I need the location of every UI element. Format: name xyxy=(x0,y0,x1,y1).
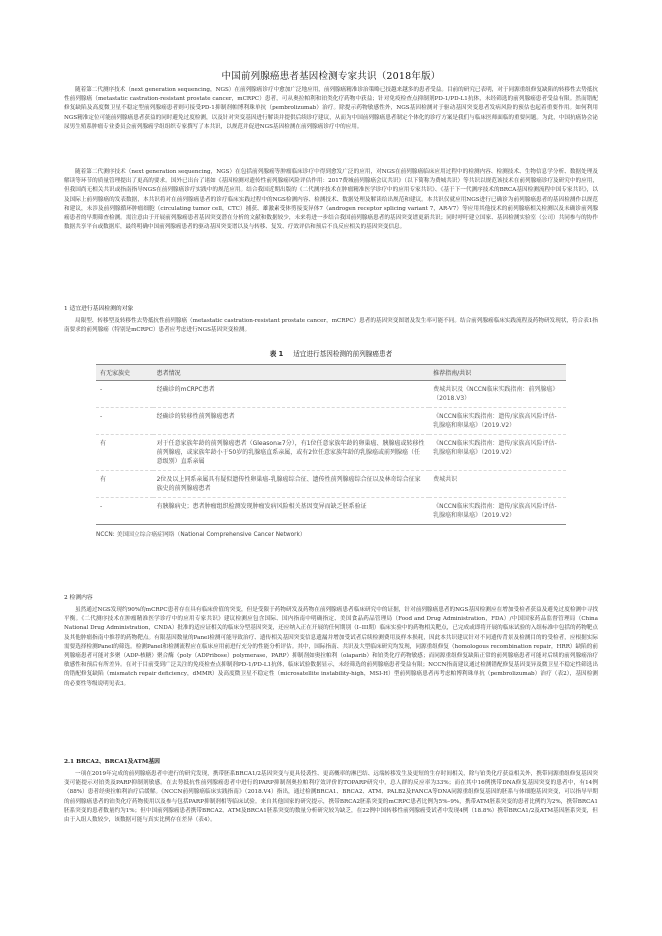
section-1-text: 局限型、转移型及转移性去势抵抗性前列腺癌（metastatic castration-resistant prostate cancer，mCRPC）患者的基因突变图谱及发生率可能不同。结合前列腺癌临床实践流程及药物研发现状，符合表1指南要求的前列腺癌（特别是mCRPC）患者应考虑进行NGS基因突变检测。 xyxy=(64,318,598,334)
eligibility-table xyxy=(96,364,566,525)
table-row xyxy=(96,471,566,498)
cell-family-history: 有 xyxy=(96,471,153,498)
cell-recommendation: 《NCCN临床实践指南：遗传/家族高风险评估-乳腺癌和卵巢癌》（2019.V2） xyxy=(429,498,566,525)
cell-patient-condition: 经确诊的转移性前列腺癌患者 xyxy=(153,408,429,435)
table-row xyxy=(96,381,566,408)
table-1 xyxy=(96,348,566,538)
cell-family-history: - xyxy=(96,498,153,525)
cell-patient-condition: 经确诊的mCRPC患者 xyxy=(153,381,429,408)
section-1-heading: 1 适宜进行基因检测的对象 xyxy=(64,306,134,312)
section-2-text: 虽然通过NGS发现约90%的mCRPC患者存在具有临床价值的突变，但是受限于药物研发及药物在前列腺癌患者临床研究中的证据，针对前列腺癌患者的NGS基因检测应在增加受检者获益及避免过度检测中寻找平衡。《二代测序技术在肿瘤精准医学诊疗中的应用专家共识》建议检测应包含国际、国内指南中明确指定、美国食品药品管理局（Food and Drug Administration，FDA）/中国国家药品监督管理局（China National Drug Administration，CNDA）批准的适应证相关的临床分型基因突变，还应纳入正在开展的任何期别（I–III期）临床实验中的药物相关靶点，已完成或即将开展的临床试验的入组标准中包括的药物靶点及其他肿瘤指南中推荐的药物靶点。有限基因数量的Panel检测可能导致治疗、遗传相关基因突变信息遗漏并增加受试者后续检测费用及样本损耗，因此本共识建议针对不同遗传背景及检测目的的受检者，应根据实际需要选择检测Panel的筛选。检测Panel和检测流程应在临床应用前进行充分的性能分析评估。其中，国际指南、共识及大型临床研究均发现，同源重组修复（homologous recombination repair，HRR）缺陷的前列腺癌患者可能对多聚（ADP-核糖）聚合酶（poly（ADPribose）polymerase，PARP）抑制剂如奥拉帕利（olaparib）和铂类化疗药物敏感；而同源重组修复缺陷正常的前列腺癌患者可能对后续的前列腺癌治疗敏感性和预后有所差异。在对于目前受到广泛关注的免疫检查点抑制剂PD-1/PD-L1抗体，临床试验数据显示，未经筛选的前列腺癌患者受益有限；NCCN指南建议通过检测错配修复基因变异及微卫星不稳定性筛选出的错配修复缺陷（mismatch repair deficiency，dMMR）及高度微卫星不稳定性（microsatellite instability-high，MSI-H）型前列腺癌患者再考虑帕博利珠单抗（pembrolizumab）治疗（表2），基因检测的必要性等级说明见表3。 xyxy=(64,607,598,687)
cell-recommendation: 《NCCN临床实践指南：遗传/家族高风险评估-乳腺癌和卵巢癌》（2019.V2） xyxy=(429,435,566,471)
cell-patient-condition: 2位及以上同系亲属具有疑似遗传性卵巢癌-乳腺癌综合征、遗传性前列腺癌综合征以及林奇综合征家族史的前列腺癌患者 xyxy=(153,471,429,498)
cell-recommendation: 《NCCN临床实践指南：遗传/家族高风险评估-乳腺癌和卵巢癌》（2019.V2） xyxy=(429,408,566,435)
table-caption-text: 适宜进行基因检测的前列腺癌患者 xyxy=(293,350,393,358)
section-2-heading: 2 检测内容 xyxy=(64,595,93,601)
cell-recommendation: 费城共识及《NCCN临床实践指南：前列腺癌》（2018.V3） xyxy=(429,381,566,408)
cell-patient-condition: 对于任意家族年龄的前列腺癌患者（Gleason≥7分），有1位任意家族年龄的卵巢癌、胰腺癌或转移性前列腺癌，或家族年龄小于50岁的乳腺癌直系亲属，或有2位任意家族年龄的乳腺癌或前列腺癌（任意级别）直系亲属 xyxy=(153,435,429,471)
section-2-1-text: 一项在2019年完成的前列腺癌患者中进行的研究发现，携带胚系BRCA1/2基因突变与更具侵袭性、更高概率的淋巴结、远端转移发生及更短的生存时间相关，除与铂类化疗获益相关外，携带同源重组修复基因突变可能提示对铂类及PARP抑制剂敏感。在去势抵抗性前列腺癌患者中进行的PARP抑制剂奥拉帕利疗效评价的TOPARP研究中，总人群的反应率为33%；而在其中16例携带DNA修复基因突变的患者中，有14例（88%）患者经奥拉帕利治疗后缓解。《NCCN前列腺癌临床实践指南》（2018.V4）指出，通过检测BRCA1、BRCA2、ATM、PALB2及FANCA等DNA同源重组修复基因的胚系与体细胞基因突变，可以指导早期的前列腺癌患者的铂类化疗药物使用以及参与包括PARP抑制剂相等临床试验。来自其他国家的研究提示，携带BRCA2胚系突变的mCRPC患者比例为5%–9%，携带ATM胚系突变的患者比例约为2%，携带BRCA1胚系突变的患者数量约为1%；但中国前列腺癌患者携带BRCA2、ATM及BRCA1胚系突变的数量分析研究较为缺乏，在22例中国转移性前列腺癌受试者中发现4例（18.8%）携带BRCA1/2及ATM基因胚系突变，但由于入组人数较少，该数据可能与真实比例存在差异（表4）。 xyxy=(64,771,598,824)
cell-family-history: 有 xyxy=(96,435,153,471)
table-caption xyxy=(96,348,566,358)
cell-patient-condition: 有胰腺病史；患者肿瘤组织检测发现肿瘤发病风险相关基因变异而缺乏胚系验证 xyxy=(153,498,429,525)
table-row xyxy=(96,408,566,435)
intro-paragraph-1: 随着第二代测序技术（next generation sequencing，NGS）在前列腺癌诊疗中愈加广泛地应用，前列腺癌精准诊治策略已技越来越多的患者受益。目前的研究已表明，对于同源重组修复缺陷的转移性去势抵抗性前列腺癌（metastatic castration-resistant prostate cancer，mCRPC）患者，可从奥拉帕利和铂类化疗药物中获益；针对免疫检查点抑制剂PD-1/PD-L1抗体，未经筛选的前列腺癌患者受益有限。然而错配修复缺陷及高度微卫星不稳定型前列腺癌患者则可接受PD-1抑制剂帕博利珠单抗（pembrolizumab）治疗。除提示药物敏感性外，NGS基因检测对于驱动基因突变患者发病风险的预估也起着重要作用。如何利用NGS精准定位可能前列腺癌患者获益的同时避免过度检测，以及针对突变基因进行解读并提供后续诊疗建议，从而为中国前列腺癌患者制定个体化的诊疗方案是我们与临床医师面临的重要问题。为此，中国抗癌协会泌尿男生殖系肿瘤专业委员会前列腺癌学组组织专家撰写了本共识，以规范并促进NGS基因检测在前列腺癌诊疗中的应用。 xyxy=(64,87,598,130)
table-caption-number: 表 1 xyxy=(269,350,284,358)
paper-title: 中国前列腺癌患者基因检测专家共识（2018年版） xyxy=(221,71,441,82)
cell-recommendation: 费城共识 xyxy=(429,471,566,498)
table-header-row xyxy=(96,365,566,381)
cell-family-history: - xyxy=(96,408,153,435)
cell-family-history: - xyxy=(96,381,153,408)
table-row xyxy=(96,435,566,471)
header-recommendation: 推荐指南/共识 xyxy=(429,365,566,381)
table-footnote: NCCN: 美国国立综合癌症网络（National Comprehensive Cancer Network） xyxy=(96,532,306,538)
header-patient-condition: 患者情况 xyxy=(153,365,429,381)
section-2-1-heading: 2.1 BRCA2、BRCA1及ATM基因 xyxy=(64,759,160,765)
table-row xyxy=(96,498,566,525)
intro-paragraph-2: 随着第二代测序技术（next generation sequencing，NGS）在包括前列腺癌等肿瘤临床诊疗中得到愈发广泛的应用，对NGS在前列腺癌临床应用过程中的检测内容、检测技术、生物信息学分析、数据处理及解读等环节的质量管理提出了更高的要求。国外已出台了诸如《基因检测对遗传性前列腺癌风险评估作用：2017费城前列腺癌会议共识》（以下简称为费城共识）等共识以规范该技术在前列腺癌诊疗及研究中的应用，但我国尚无相关共识或指南指导NGS在前列腺癌诊疗实践中的规范应用。结合我国近期出版的《二代测序技术在肿瘤精准医学诊疗中的应用专家共识》、《基于下一代测序技术的BRCA基因检测流程中国专家共识》，以及国际上前列腺癌的发表数据，本共识将对在前列腺癌患者的诊疗临床实践过程中的NGS检测内容、检测技术、数据处理及解读给出规范和建议。本共识仅就应用NGS进行已确诊为前列腺癌患者的基因检测作以规范和建议，未涉及前列腺循环肿瘤细胞（circulating tumor cell，CTC）捕获、雄激素受体剪接变异体7（androgen receptor splicing variant 7，AR-V7）等应用其他技术的前列腺癌相关检测以及未确诊前列腺癌患者的早期筛查检测。需注意由于开展前列腺癌患者基因突变潜在分析的文献和数据较少，未来将进一步结合我国前列腺癌患者的基因突变谱更新共识；同时呼吁建立国家、基因检测实验室（公司）共同参与的协作数据共享平台或数据库，最终明确中国前列腺癌患者的驱动基因突变谱以及与转移、复发、疗效评估和预后不良反应相关的基因突变信息。 xyxy=(64,169,598,231)
header-family-history: 有无家族史 xyxy=(96,365,153,381)
